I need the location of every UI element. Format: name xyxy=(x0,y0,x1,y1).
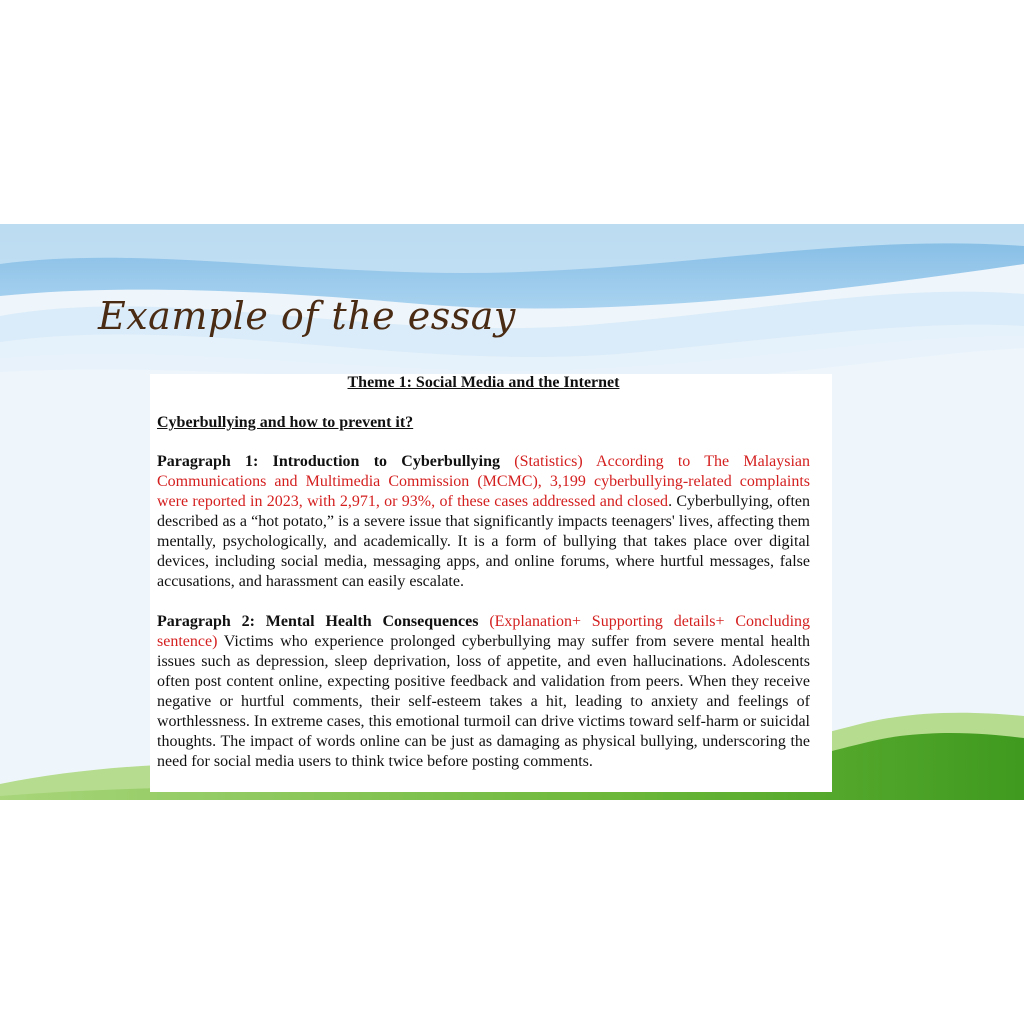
paragraph-2-heading: Paragraph 2: Mental Health Consequences xyxy=(157,613,479,630)
essay-theme-heading: Theme 1: Social Media and the Internet xyxy=(347,374,620,391)
paragraph-1-body: . Cyberbullying, often described as a “hot potato,” is a severe issue that significantly impacts teenagers' lives, affecting them mentally, psychologically, and academically. It is a form of bullying that takes place over digital devices, including social media, messaging apps, and online forums, where hurtful messages, false accusations, and harassment can easily escalate. xyxy=(157,493,811,590)
essay-paragraph-2 xyxy=(157,612,810,772)
paragraph-2-body: Victims who experience prolonged cyberbullying may suffer from severe mental health issues such as depression, sleep deprivation, loss of appetite, and even hallucinations. Adolescents often post content online, expecting positive feedback and validation from peers. When they receive negative or hurtful comments, their self-esteem takes a hit, leading to anxiety and feelings of worthlessness. In extreme cases, this emotional turmoil can drive victims toward self-harm or suicidal thoughts. The impact of words online can be just as damaging as physical bullying, underscoring the need for social media users to think twice before posting comments. xyxy=(157,633,810,770)
essay-question-heading: Cyberbullying and how to prevent it? xyxy=(157,414,414,431)
paragraph-1-annotation: (Statistics) According to The Malaysian Communications and Multimedia Commission (MCMC), 3,199 cyberbullying-related complaints were reported in 2023, with 2,971, or 93%, of these cases addressed and closed xyxy=(157,453,811,510)
essay-paragraph-1 xyxy=(157,452,810,592)
slide-title: Example of the essay xyxy=(98,294,516,338)
paragraph-1-heading: Paragraph 1: Introduction to Cyberbullying xyxy=(157,453,500,470)
presentation-slide xyxy=(0,224,1024,800)
paragraph-2-annotation: (Explanation+ Supporting details+ Concluding sentence) xyxy=(157,613,811,650)
essay-document-excerpt xyxy=(150,374,832,792)
